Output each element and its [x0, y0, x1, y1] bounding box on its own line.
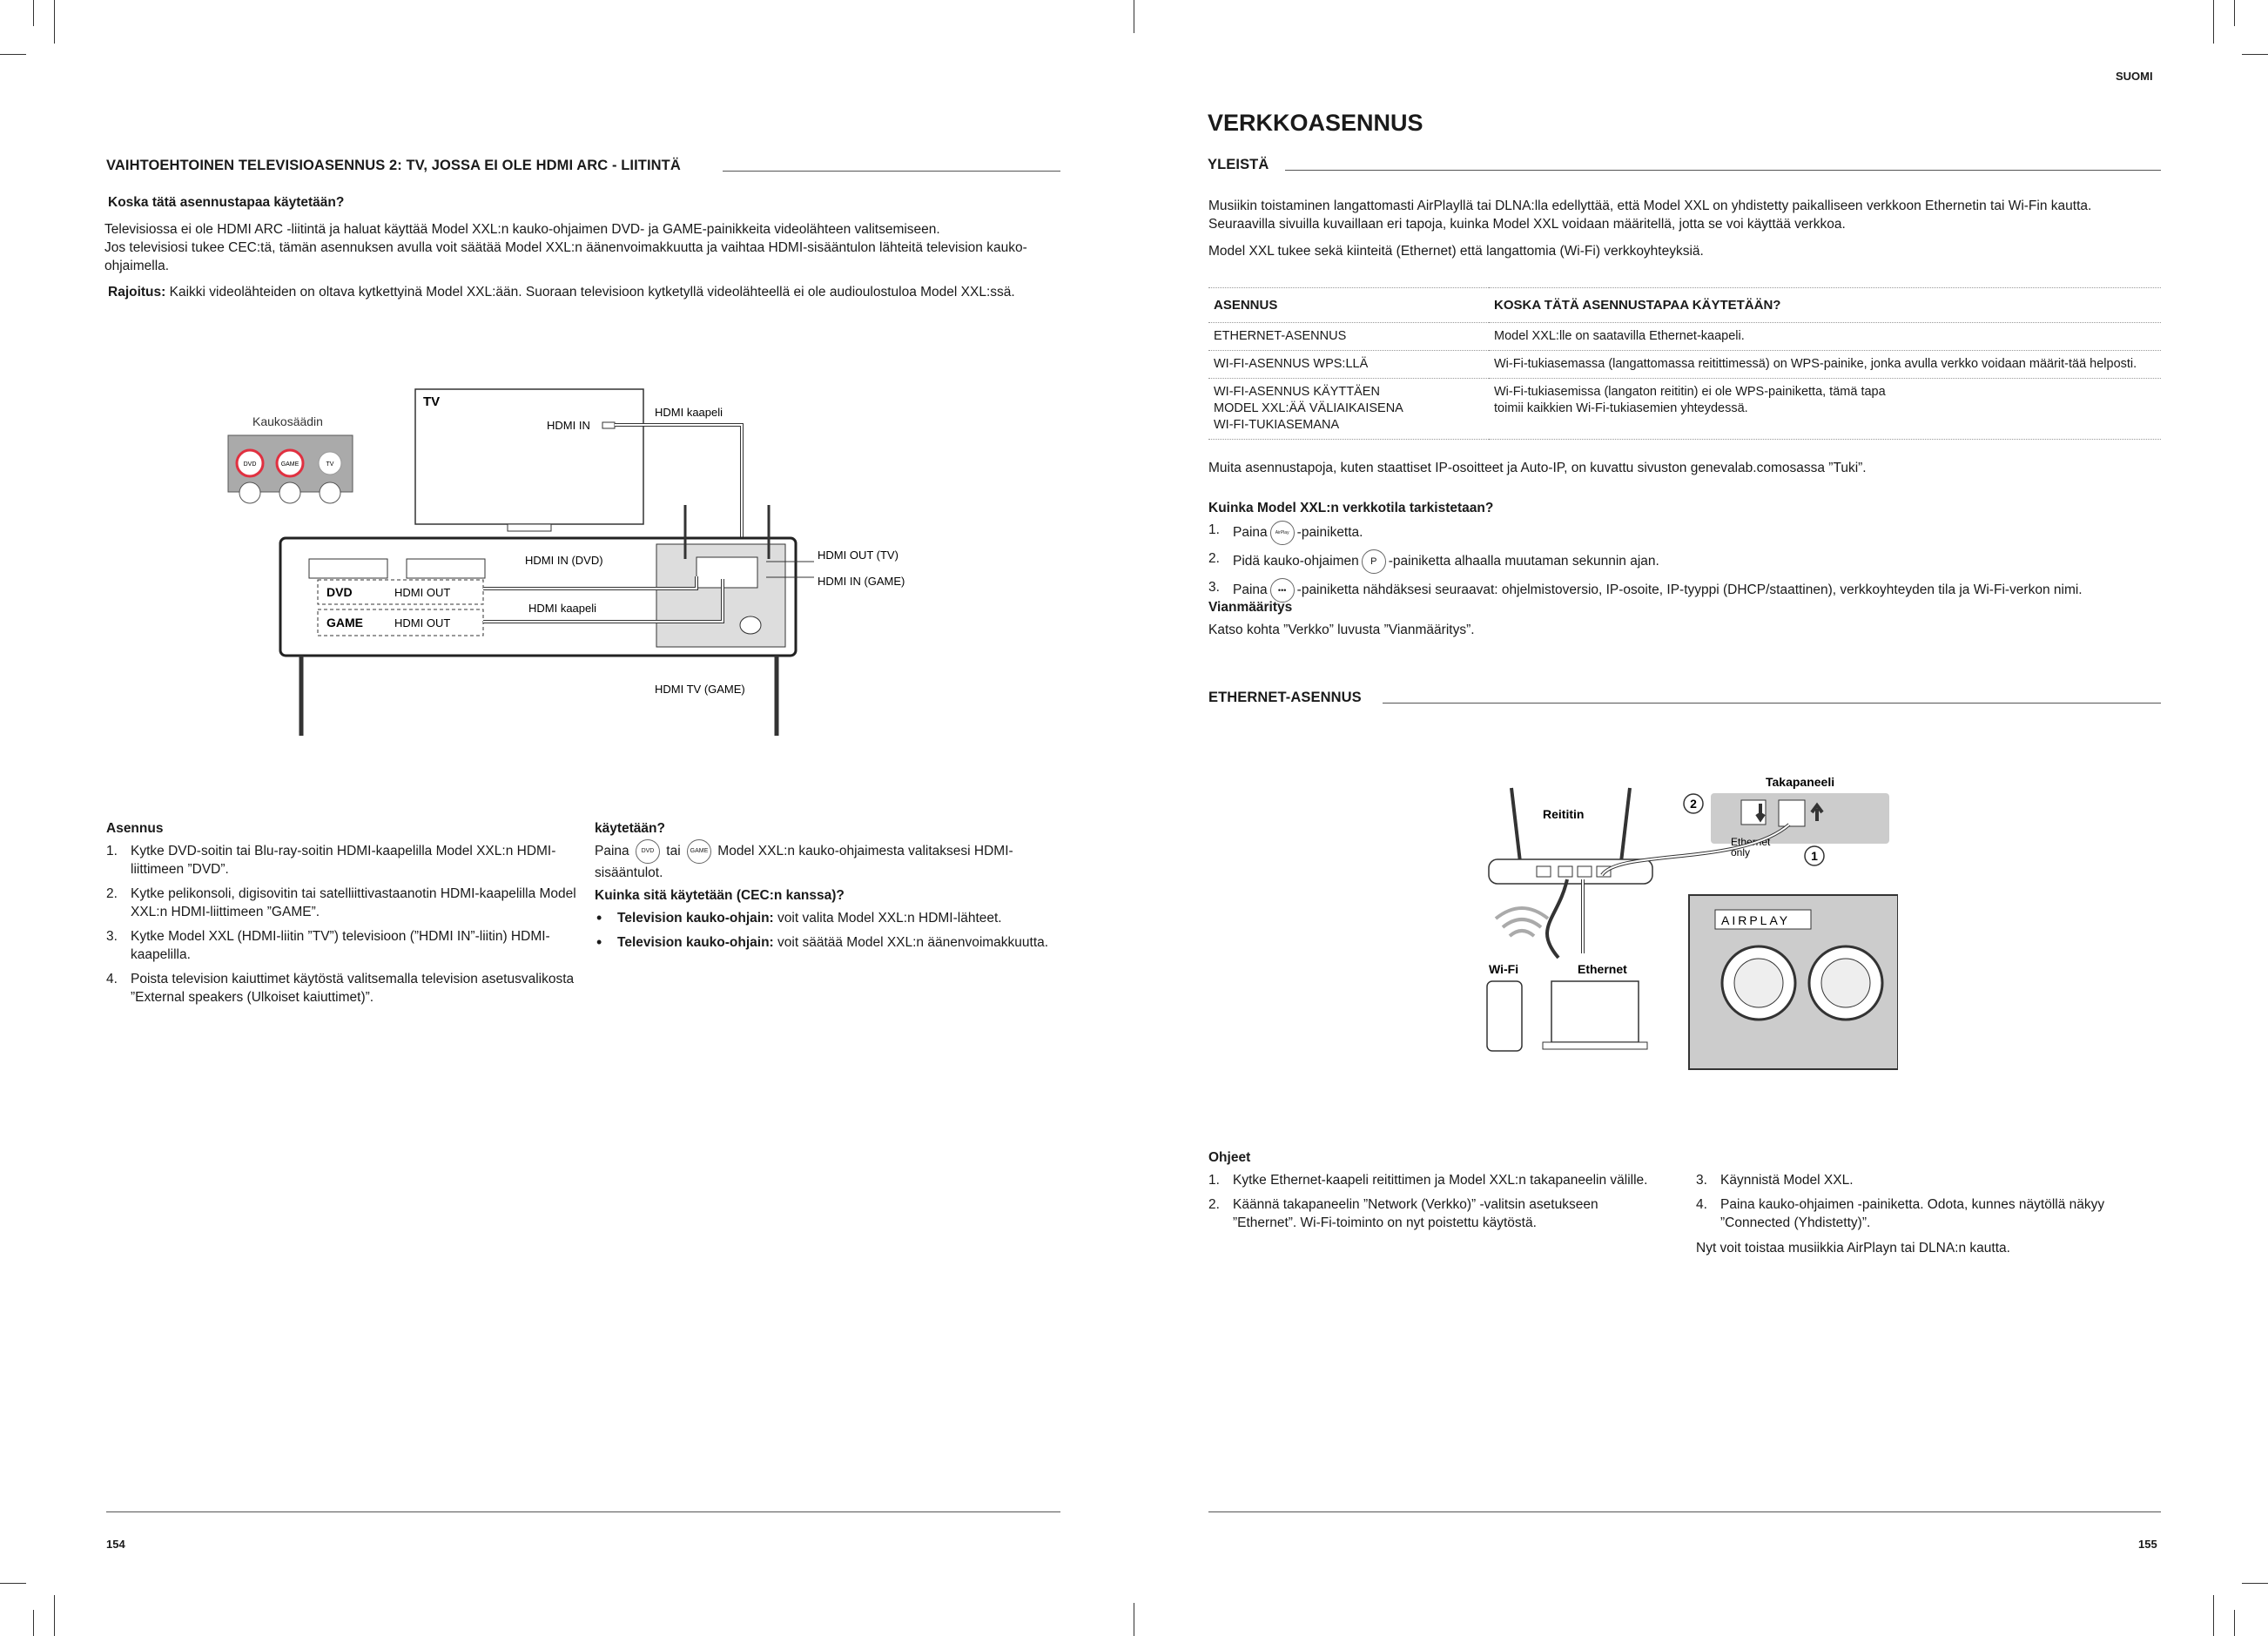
p-button-icon: P — [1362, 549, 1386, 574]
ethernet-diagram — [1480, 771, 1898, 1071]
how-paragraph: Paina DVD tai GAME Model XXL:n kauko-ohjaimesta valitaksesi HDMI-sisääntulot. — [595, 839, 1047, 882]
display-text: AIRPLAY — [1721, 913, 1791, 927]
remote-label: Kaukosäädin — [252, 414, 323, 428]
trouble-title: Vianmääritys — [1208, 600, 1293, 615]
install-methods-table — [1208, 287, 2161, 440]
dvd-button-icon: DVD — [636, 839, 660, 864]
game-label: GAME — [326, 616, 363, 629]
trouble-text: Katso kohta ”Verkko” luvusta ”Vianmääritys”. — [1208, 623, 1475, 637]
dvd-hdmi-out-label: HDMI OUT — [394, 586, 451, 599]
step-1-icon: 1 — [1811, 849, 1818, 863]
table-cell: Wi-Fi-tukiasemassa (langattomassa reitittimessä) on WPS-painike, jonka avulla verkko voidaan määrit-tää helposti. — [1489, 351, 2161, 379]
check-steps — [1208, 521, 2166, 609]
check-step: 3. Paina ••• -painiketta nähdäksesi seuraavat: ohjelmistoversio, IP-osoite, IP-tyyppi (DHCP/staattinen), verkkoyhteyden tila ja Wi-Fi-verkon nimi. — [1208, 578, 2166, 603]
table-header: KOSKA TÄTÄ ASENNUSTAPAA KÄYTETÄÄN? — [1489, 288, 2161, 323]
other-methods: Muita asennustapoja, kuten staattiset IP-osoitteet ja Auto-IP, on kuvattu sivuston genevalab.comosassa ”Tuki”. — [1208, 461, 1867, 475]
table-row — [1208, 379, 2161, 440]
hdmi-cable-mid-label: HDMI kaapeli — [528, 602, 597, 615]
limit-text: Kaikki videolähteiden on oltava kytkettyinä Model XXL:ään. Suoraan televisioon kytketyllä videolähteellä ei ole audioulostuloa Model XXL:ssä. — [169, 285, 1015, 300]
instruction-step: 3. Käynnistä Model XXL. — [1696, 1173, 1854, 1188]
limit-label: Rajoitus: — [108, 285, 166, 300]
table-header-row — [1208, 288, 2161, 323]
when-p1: Televisiossa ei ole HDMI ARC -liitintä ja haluat käyttää Model XXL:n kauko-ohjaimen DVD- ja GAME-painikkeita videolähteen valitsemiseen. — [104, 222, 940, 237]
table-row — [1208, 323, 2161, 351]
check-title: Kuinka Model XXL:n verkkotila tarkistetaan? — [1208, 501, 1494, 515]
ethernet-rule — [1383, 703, 2161, 704]
ethernet-title: ETHERNET-ASENNUS — [1208, 690, 1362, 705]
when-p2: Jos televisiosi tukee CEC:tä, tämän asennuksen avulla voit säätää Model XXL:n äänenvoimakkuutta ja vaihtaa HDMI-sisääntulon lähteitä television kauko-ohjaimella. — [104, 240, 1027, 273]
tv-icon — [415, 389, 643, 524]
install-title: Asennus — [106, 821, 164, 836]
game-hdmi-out-label: HDMI OUT — [394, 616, 451, 629]
when-title: Koska tätä asennustapaa käytetään? — [108, 195, 345, 210]
table-cell: Model XXL:lle on saatavilla Ethernet-kaapeli. — [1489, 323, 2161, 351]
limitation-paragraph — [108, 283, 1031, 301]
instruction-step: 4. Paina kauko-ohjaimen -painiketta. Odota, kunnes näytöllä näkyy ”Connected (Yhdistetty)”. — [1696, 1197, 2105, 1230]
footer-rule-right — [1208, 1511, 2161, 1512]
laptop-icon — [1551, 981, 1639, 1042]
dvd-label: DVD — [326, 585, 353, 599]
install-step: 1. Kytke DVD-soitin tai Blu-ray-soitin HDMI-kaapelilla Model XXL:n HDMI-liittimeen ”DVD”. — [106, 844, 556, 877]
instructions-right — [1696, 1171, 2161, 1238]
info-button-icon: ••• — [1270, 578, 1295, 603]
final-note: Nyt voit toistaa musiikkia AirPlayn tai DLNA:n kautta. — [1696, 1241, 2010, 1256]
instruction-step: 1. Kytke Ethernet-kaapeli reitittimen ja Model XXL:n takapaneelin välille. — [1208, 1173, 1648, 1188]
cec-item: • Television kauko-ohjain: voit valita Model XXL:n HDMI-lähteet. — [595, 909, 1082, 927]
game-button-icon: GAME — [687, 839, 711, 864]
instructions-title: Ohjeet — [1208, 1150, 1251, 1165]
cec-item: • Television kauko-ohjain: voit säätää Model XXL:n äänenvoimakkuutta. — [595, 933, 1082, 952]
general-p1: Musiikin toistaminen langattomasti AirPlayllä tai DLNA:lla edellyttää, että Model XXL on yhdistetty paikalliseen verkkoon Ethernetin tai Wi-Fin kautta. Seuraavilla sivuilla kuvaillaan eri tapoja, kuinka Model XXL voidaan määritellä, jotta se voi käyttää verkkoa. — [1208, 199, 2092, 232]
page-title: VERKKOASENNUS — [1208, 110, 1423, 136]
hdmi-tv-game-label: HDMI TV (GAME) — [655, 683, 745, 696]
step-2-icon: 2 — [1690, 797, 1697, 811]
page-number-right: 155 — [2138, 1538, 2157, 1551]
hdmi-out-tv-label: HDMI OUT (TV) — [818, 549, 898, 562]
table-header: ASENNUS — [1208, 288, 1489, 323]
tv-connection-diagram — [209, 374, 905, 740]
hdmi-cable-top-label: HDMI kaapeli — [655, 406, 723, 419]
check-step: 1. Paina AirPlay -painiketta. — [1208, 521, 2166, 545]
table-cell: WI-FI-ASENNUS WPS:LLÄ — [1208, 351, 1489, 379]
install-steps — [106, 842, 576, 1013]
ethernet-only-label-2: only — [1731, 846, 1751, 858]
general-rule — [1285, 170, 2161, 171]
table-cell: WI-FI-ASENNUS KÄYTTÄEN MODEL XXL:ÄÄ VÄLIAIKAISENA WI-FI-TUKIASEMANA — [1208, 379, 1489, 440]
tv-label: TV — [423, 394, 441, 409]
remote-dvd-btn: DVD — [243, 461, 257, 468]
footer-rule-left — [106, 1511, 1060, 1512]
phone-icon — [1487, 981, 1522, 1051]
table-cell: ETHERNET-ASENNUS — [1208, 323, 1489, 351]
instructions-left — [1208, 1171, 1661, 1238]
wifi-label: Wi-Fi — [1489, 962, 1519, 976]
general-title: YLEISTÄ — [1208, 157, 1269, 172]
table-cell: Wi-Fi-tukiasemissa (langaton reititin) ei ole WPS-painiketta, tämä tapa toimii kaikkien Wi-Fi-tukiasemien yhteydessä. — [1489, 379, 2161, 440]
back-panel-label: Takapaneeli — [1766, 775, 1835, 789]
install-step: 2. Kytke pelikonsoli, digisovitin tai satelliittivastaanotin HDMI-kaapelilla Model XXL:n HDMI-liittimeen ”GAME”. — [106, 886, 576, 919]
section-rule — [723, 171, 1060, 172]
tv-hdmi-in-label: HDMI IN — [547, 419, 590, 432]
install-step: 3. Kytke Model XXL (HDMI-liitin ”TV”) televisioon (”HDMI IN”-liitin) HDMI-kaapelilla. — [106, 929, 550, 962]
hdmi-in-dvd-label: HDMI IN (DVD) — [525, 554, 603, 567]
install-step: 4. Poista television kaiuttimet käytöstä valitsemalla television asetusvalikosta ”External speakers (Ulkoiset kaiuttimet)”. — [106, 972, 575, 1005]
ethernet-label: Ethernet — [1578, 962, 1627, 976]
remote-tv-btn: TV — [326, 461, 334, 468]
remote-game-btn: GAME — [280, 461, 299, 468]
how-title: käytetään? — [595, 821, 665, 836]
instruction-step: 2. Käännä takapaneelin ”Network (Verkko)” -valitsin asetukseen ”Ethernet”. Wi-Fi-toiminto on nyt poistettu käytöstä. — [1208, 1197, 1598, 1230]
airplay-button-icon: AirPlay — [1270, 521, 1295, 545]
section-title-alt-tv2: VAIHTOEHTOINEN TELEVISIOASENNUS 2: TV, JOSSA EI OLE HDMI ARC - LIITINTÄ — [106, 158, 681, 173]
table-row — [1208, 351, 2161, 379]
router-label: Reititin — [1543, 807, 1585, 821]
ethernet-only-label-1: Ethernet — [1731, 836, 1771, 848]
language-label: SUOMI — [2116, 70, 2153, 83]
page-number-left: 154 — [106, 1538, 125, 1551]
cec-title: Kuinka sitä käytetään (CEC:n kanssa)? — [595, 888, 845, 903]
cec-list — [595, 909, 1082, 958]
when-paragraph — [104, 220, 1071, 275]
check-step: 2. Pidä kauko-ohjaimen P -painiketta alhaalla muutaman sekunnin ajan. — [1208, 549, 2166, 574]
ethernet-port-icon — [1779, 800, 1805, 826]
general-p2: Model XXL tukee sekä kiinteitä (Ethernet) että langattomia (Wi-Fi) verkkoyhteyksiä. — [1208, 244, 1704, 259]
hdmi-in-game-label: HDMI IN (GAME) — [818, 575, 905, 588]
